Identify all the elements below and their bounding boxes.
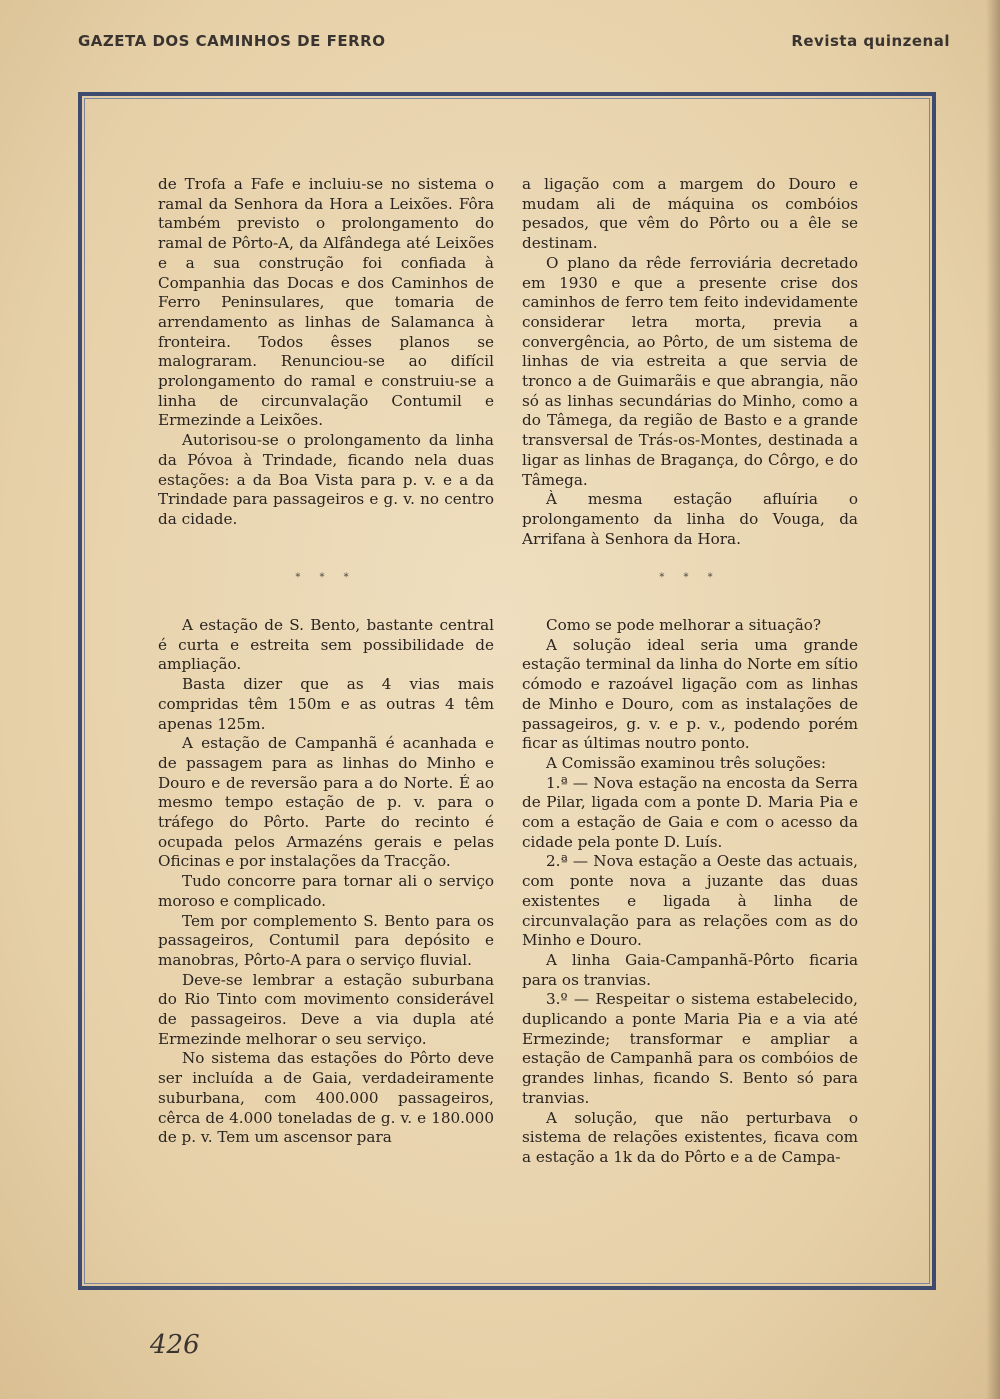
page-number: 426 (150, 1330, 200, 1360)
paragraph: Deve-se lembrar a estação suburbana do Rio Tinto com movimento considerável de passageiros. Deve a via dupla até Ermezinde melhorar o seu serviço. (158, 970, 494, 1048)
paragraph: A estação de S. Bento, bastante central é curta e estreita sem possibilidade de ampliação. (158, 616, 494, 674)
paragraph: A solução ideal seria uma grande estação terminal da linha do Norte em sítio cómodo e razoável ligação com as linhas de Minho e Douro, com as instalações de passageiros, g. v. e p. v., podendo porém ficar as últimas noutro ponto. (522, 635, 858, 753)
paragraph: À mesma estação afluíria o prolongamento da linha do Vouga, da Arrifana à Senhora da Hora. (522, 490, 858, 548)
paragraph: de Trofa a Fafe e incluiu-se no sistema o ramal da Senhora da Hora a Leixões. Fôra também previsto o prolongamento do ramal de Pôrto-A, da Alfândega até Leixões e a sua construção foi confiada à Companhia das Docas e dos Caminhos de Ferro Peninsulares, que tomaria de arrendamento as linhas de Salamanca à fronteira. Todos êsses planos se malograram. Renunciou-se ao difícil prolongamento do ramal e construiu-se a linha de circunvalação Contumil e Ermezinde a Leixões. (158, 175, 494, 430)
paragraph: Autorisou-se o prolongamento da linha da Póvoa à Trindade, ficando nela duas estações: a da Boa Vista para p. v. e a da Trindade para passageiros e g. v. no centro da cidade. (158, 431, 494, 528)
paragraph: A solução, que não perturbava o sistema de relações existentes, ficava com a estação a 1k da do Pôrto e a de Campa- (522, 1108, 858, 1166)
paragraph: No sistema das estações do Pôrto deve ser incluída a de Gaia, verdadeiramente suburbana, com 400.000 passageiros, cêrca de 4.000 toneladas de g. v. e 180.000 de p. v. Tem um ascensor para (158, 1049, 494, 1147)
paragraph: O plano da rêde ferroviária decretado em 1930 e que a presente crise dos caminhos de ferro tem feito indevidamente considerar letra morta, previa a convergência, ao Pôrto, de um sistema de linhas de via estreita a que servia de tronco a de Guimarãis e que abrangia, não só as linhas secundárias do Minho, como a do Tâmega, da região de Basto e a grande transversal de Trás-os-Montes, destinada a ligar as linhas de Bragança, do Côrgo, e do Tâmega. (522, 253, 858, 489)
paragraph: Basta dizer que as 4 vias mais compridas têm 150m e as outras 4 têm apenas 125m. (158, 675, 494, 733)
page-edge-shadow (986, 0, 1000, 1399)
section-separator-right: * * * (659, 572, 721, 583)
paragraph: A linha Gaia-Campanhã-Pôrto ficaria para os tranvias. (522, 950, 858, 989)
column-bottom-left (158, 616, 494, 1148)
column-top-left (158, 175, 494, 530)
paragraph: Tudo concorre para tornar ali o serviço moroso e complicado. (158, 872, 494, 910)
paragraph: Como se pode melhorar a situação? (546, 616, 822, 634)
paragraph: Tem por complemento S. Bento para os passageiros, Contumil para depósito e manobras, Pôrto-A para o serviço fluvial. (158, 911, 494, 969)
column-bottom-right (522, 616, 858, 1168)
section-separator-left: * * * (295, 572, 357, 583)
column-top-right (522, 175, 858, 549)
paragraph: a ligação com a margem do Douro e mudam ali de máquina os combóios pesados, que vêm do Pôrto ou a êle se destinam. (522, 175, 858, 253)
paragraph: A Comissão examinou três soluções: (546, 753, 826, 772)
paragraph: 2.ª — Nova estação a Oeste das actuais, com ponte nova a juzante das duas existentes e ligada à linha de circunvalação para as relações com as do Minho e Douro. (522, 852, 858, 950)
paragraph: A estação de Campanhã é acanhada e de passagem para as linhas do Minho e Douro e de reversão para a do Norte. É ao mesmo tempo estação de p. v. para o tráfego do Pôrto. Parte do recinto é ocupada pelos Armazéns gerais e pelas Oficinas e por instalações da Tracção. (158, 734, 494, 871)
running-header-title: GAZETA DOS CAMINHOS DE FERRO (78, 32, 386, 50)
running-header-subtitle: Revista quinzenal (791, 32, 950, 50)
paragraph: 1.ª — Nova estação na encosta da Serra de Pilar, ligada com a ponte D. Maria Pia e com a estação de Gaia e com o acesso da cidade pela ponte D. Luís. (522, 773, 858, 851)
paragraph: 3.º — Respeitar o sistema estabelecido, duplicando a ponte Maria Pia e a via até Ermezinde; transformar e ampliar a estação de Campanhã para os combóios de grandes linhas, ficando S. Bento só para tranvias. (522, 990, 858, 1107)
